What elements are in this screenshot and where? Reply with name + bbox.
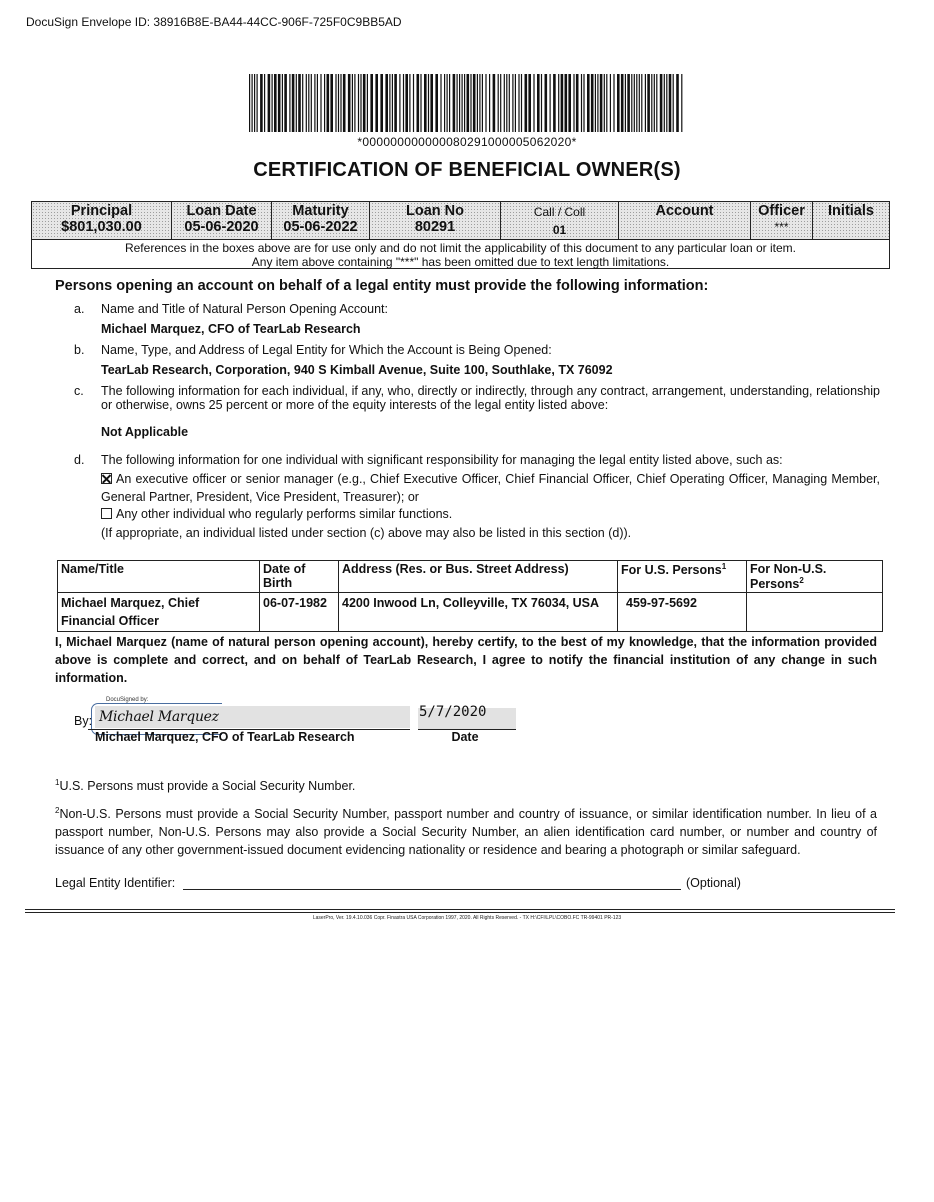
- item-a-letter: a.: [74, 302, 85, 316]
- barcode-bar: [518, 74, 519, 132]
- barcode-bar: [464, 74, 465, 132]
- barcode-bar: [573, 74, 574, 132]
- account-label: Account: [655, 203, 714, 219]
- barcode-bar: [636, 74, 637, 132]
- barcode-bar: [666, 74, 667, 132]
- col-non-us-persons: [747, 561, 883, 593]
- barcode-bar: [541, 74, 542, 132]
- barcode-bar: [274, 74, 277, 132]
- barcode-bar: [363, 74, 366, 132]
- barcode-bar: [504, 74, 505, 132]
- table-row: [58, 593, 883, 632]
- item-d-letter: d.: [74, 453, 85, 467]
- barcode-bar: [354, 74, 355, 132]
- barcode-bar: [498, 74, 499, 132]
- barcode-bar: [449, 74, 450, 132]
- principal-value: $801,030.00: [61, 219, 142, 235]
- owner-non-us-id: [747, 593, 883, 632]
- barcode-bar: [597, 74, 598, 132]
- col-us-persons: [618, 561, 747, 593]
- maturity-value: 05-06-2022: [283, 219, 358, 235]
- loan-no-label: Loan No: [406, 203, 464, 219]
- barcode-bar: [681, 74, 682, 132]
- barcode-bar: [257, 74, 258, 132]
- barcode-bar: [249, 74, 250, 132]
- barcode-bar: [676, 74, 679, 132]
- barcode-bar: [467, 74, 470, 132]
- barcode-bar: [424, 74, 427, 132]
- barcode-bar: [528, 74, 531, 132]
- barcode-bar: [278, 74, 281, 132]
- barcode-bar: [606, 74, 607, 132]
- document-title: CERTIFICATION OF BENEFICIAL OWNER(S): [253, 159, 681, 181]
- barcode-bar: [533, 74, 534, 132]
- footnote-1-text: U.S. Persons must provide a Social Security Number.: [59, 779, 356, 793]
- barcode-bar: [479, 74, 480, 132]
- col-us-persons-label: For U.S. Persons: [621, 563, 722, 577]
- footnote-ref-1: 1: [721, 562, 727, 571]
- footer-rule-bottom: [25, 912, 895, 913]
- footnote-2-text: Non-U.S. Persons must provide a Social Security Number, passport number and country of issuance, or similar identification number. In lieu of a passport number, Non-U.S. Persons may also provide a Social Security Number, an alien identification card number, or number and country of issuance of any other government-issued document evidencing nationality or residence and bearing a photograph or similar safeguard.: [55, 807, 877, 857]
- barcode-bar: [500, 74, 501, 132]
- lei-input-line[interactable]: [183, 889, 681, 890]
- initials-cell: [813, 202, 889, 239]
- barcode-bar: [420, 74, 421, 132]
- barcode-bar: [314, 74, 315, 132]
- barcode-bar: [482, 74, 483, 132]
- barcode-bar: [264, 74, 265, 132]
- barcode-bar: [338, 74, 339, 132]
- call-coll-cell: [501, 202, 619, 239]
- barcode-bar: [521, 74, 522, 132]
- call-coll-label: Call / Coll: [533, 205, 586, 219]
- barcode-bar: [289, 74, 290, 132]
- barcode-bar: [403, 74, 404, 132]
- handwritten-signature[interactable]: Michael Marquez: [99, 709, 219, 725]
- col-address: Address (Res. or Bus. Street Address): [339, 561, 618, 593]
- barcode-bar: [260, 74, 263, 132]
- loan-date-cell: [172, 202, 272, 239]
- header-note: [32, 239, 889, 269]
- barcode-bar: [435, 74, 438, 132]
- certification-statement: I, Michael Marquez (name of natural person opening account), hereby certify, to the best of my knowledge, that the information provided above is complete and correct, and on behalf of TearLab Research, I agree to notify the financial institution of any change in such information.: [55, 635, 877, 685]
- date-label: Date: [451, 730, 479, 744]
- item-d-option1: [101, 470, 880, 506]
- barcode-bar: [669, 74, 672, 132]
- barcode-bar: [399, 74, 400, 132]
- laserpro-footer: LaserPro, Ver. 19.4.10.036 Copr. Finastra USA Corporation 1997, 2020. All Rights Reserved. - TX H:\CFI\LPL\COBO.FC TR-99401 PR-123: [312, 915, 622, 921]
- barcode-bar: [587, 74, 590, 132]
- officer-cell: [751, 202, 813, 239]
- barcode-bar: [370, 74, 373, 132]
- barcode-bar: [647, 74, 650, 132]
- lei-optional-label: (Optional): [686, 876, 741, 890]
- owner-us-ssn: 459-97-5692: [618, 593, 747, 632]
- barcode-bar: [673, 74, 674, 132]
- barcode-text: *000000000000080291000005062020*: [357, 135, 577, 149]
- barcode-bar: [298, 74, 301, 132]
- barcode-bar: [631, 74, 632, 132]
- barcode-bar: [320, 74, 321, 132]
- signer-name-title: Michael Marquez, CFO of TearLab Research: [95, 730, 355, 744]
- envelope-id: DocuSign Envelope ID: 38916B8E-BA44-44CC-906F-725F0C9BB5AD: [26, 15, 402, 29]
- loan-header-box: [31, 201, 890, 269]
- by-label: By:: [74, 714, 93, 728]
- barcode-bar: [515, 74, 516, 132]
- barcode-bar: [428, 74, 429, 132]
- maturity-cell: [272, 202, 370, 239]
- footnote-ref-2: 2: [799, 576, 804, 585]
- executive-officer-checkbox[interactable]: [101, 473, 112, 484]
- barcode-bar: [485, 74, 486, 132]
- barcode-bar: [392, 74, 393, 132]
- barcode-bar: [367, 74, 368, 132]
- barcode-bar: [292, 74, 295, 132]
- barcode-image: [249, 74, 685, 132]
- barcode-bar: [627, 74, 630, 132]
- barcode-bar: [306, 74, 307, 132]
- barcode-bar: [509, 74, 510, 132]
- barcode-bar: [558, 74, 559, 132]
- col-non-us-persons-label: For Non-U.S. Persons: [750, 562, 827, 591]
- col-name-title: Name/Title: [58, 561, 260, 593]
- loan-no-cell: [370, 202, 501, 239]
- account-cell: [619, 202, 751, 239]
- barcode-bar: [380, 74, 383, 132]
- barcode-bar: [583, 74, 584, 132]
- barcode-bar: [389, 74, 390, 132]
- barcode-bar: [385, 74, 388, 132]
- barcode-bar: [324, 74, 325, 132]
- barcode-bar: [645, 74, 646, 132]
- footnote-2-number: 2: [55, 806, 60, 815]
- barcode-bar: [440, 74, 441, 132]
- barcode-bar: [656, 74, 657, 132]
- barcode-bar: [621, 74, 624, 132]
- item-a-text: Name and Title of Natural Person Opening Account:: [101, 302, 388, 316]
- other-individual-checkbox[interactable]: [101, 508, 112, 519]
- footnote-2: [55, 802, 877, 859]
- barcode-bar: [473, 74, 476, 132]
- barcode-bar: [625, 74, 626, 132]
- item-d-text: The following information for one individual with significant responsibility for managing the legal entity listed above, such as:: [101, 453, 783, 467]
- barcode-bar: [470, 74, 471, 132]
- barcode-bar: [651, 74, 652, 132]
- barcode-bar: [604, 74, 605, 132]
- barcode-bar: [595, 74, 596, 132]
- loan-date-label: Loan Date: [186, 203, 257, 219]
- barcode-bar: [296, 74, 297, 132]
- lead-instruction: Persons opening an account on behalf of a legal entity must provide the following information:: [55, 278, 709, 294]
- barcode-bar: [405, 74, 408, 132]
- barcode-bar: [457, 74, 458, 132]
- barcode-bar: [453, 74, 456, 132]
- barcode-bar: [506, 74, 507, 132]
- barcode-bar: [444, 74, 445, 132]
- barcode-bar: [477, 74, 478, 132]
- barcode-bar: [600, 74, 603, 132]
- barcode-bar: [430, 74, 433, 132]
- barcode-bar: [591, 74, 594, 132]
- barcode-bar: [252, 74, 253, 132]
- barcode-bar: [340, 74, 341, 132]
- barcode-bar: [550, 74, 551, 132]
- item-d-note: (If appropriate, an individual listed under section (c) above may also be listed in this section (d)).: [101, 526, 632, 540]
- item-d-option2: [101, 507, 452, 521]
- barcode-bar: [308, 74, 309, 132]
- footnote-1: [55, 774, 877, 795]
- signature-date-value[interactable]: 5/7/2020: [419, 704, 487, 720]
- barcode-bar: [576, 74, 579, 132]
- item-d-option2-text: Any other individual who regularly performs similar functions.: [116, 507, 453, 521]
- header-note-line2: Any item above containing "***" has been omitted due to text length limitations.: [251, 255, 670, 269]
- header-note-line1: References in the boxes above are for use only and do not limit the applicability of this document to any particular loan or item.: [124, 241, 797, 255]
- barcode-bar: [639, 74, 640, 132]
- item-c-text: The following information for each individual, if any, who, directly or indirectly, through any contract, arrangement, understanding, relationship or otherwise, owns 25 percent or more of the equity interests of the legal entity listed above:: [101, 384, 880, 412]
- barcode-bar: [664, 74, 665, 132]
- barcode-bar: [327, 74, 330, 132]
- owners-header-row: [58, 561, 883, 593]
- officer-label: Officer: [758, 203, 805, 219]
- barcode-bar: [565, 74, 568, 132]
- barcode-bar: [335, 74, 336, 132]
- barcode-bar: [302, 74, 303, 132]
- barcode-bar: [413, 74, 414, 132]
- item-b-text: Name, Type, and Address of Legal Entity for Which the Account is Being Opened:: [101, 343, 552, 357]
- maturity-label: Maturity: [292, 203, 349, 219]
- call-coll-value: 01: [552, 223, 567, 237]
- barcode-bar: [489, 74, 490, 132]
- barcode-bar: [561, 74, 564, 132]
- barcode-bar: [447, 74, 448, 132]
- barcode-bar: [360, 74, 361, 132]
- barcode-bar: [394, 74, 397, 132]
- item-b-letter: b.: [74, 343, 85, 357]
- barcode-bar: [358, 74, 359, 132]
- barcode-bar: [348, 74, 351, 132]
- loan-no-value: 80291: [414, 219, 456, 235]
- barcode-bar: [417, 74, 420, 132]
- barcode-bar: [581, 74, 582, 132]
- barcode-bar: [525, 74, 528, 132]
- barcode-bar: [459, 74, 460, 132]
- item-d-option1-text: An executive officer or senior manager (e.g., Chief Executive Officer, Chief Financial Officer, Chief Operating Officer, Managing Member, General Partner, President, Vice President, Treasurer); or: [101, 472, 880, 504]
- owner-date-of-birth: 06-07-1982: [260, 593, 339, 632]
- barcode-bar: [537, 74, 540, 132]
- barcode-bar: [272, 74, 273, 132]
- barcode-bar: [254, 74, 255, 132]
- owner-name-title: Michael Marquez, Chief Financial Officer: [58, 593, 260, 632]
- barcode-bar: [343, 74, 346, 132]
- loan-date-value: 05-06-2020: [184, 219, 259, 235]
- item-c-value: Not Applicable: [101, 425, 189, 439]
- principal-cell: [32, 202, 172, 239]
- col-date-of-birth: Date of Birth: [260, 561, 339, 593]
- barcode-bar: [613, 74, 614, 132]
- barcode-bar: [409, 74, 410, 132]
- item-b-value: TearLab Research, Corporation, 940 S Kimball Avenue, Suite 100, Southlake, TX 76092: [101, 363, 613, 377]
- barcode-bar: [317, 74, 318, 132]
- lei-label: Legal Entity Identifier:: [55, 876, 176, 890]
- barcode-bar: [282, 74, 283, 132]
- initials-label: Initials: [828, 203, 874, 219]
- barcode-bar: [545, 74, 548, 132]
- officer-value: ***: [774, 220, 789, 234]
- barcode-bar: [330, 74, 333, 132]
- footer-rule-top: [25, 909, 895, 910]
- barcode-bar: [268, 74, 271, 132]
- barcode-bar: [610, 74, 611, 132]
- beneficial-owner-table: [57, 560, 883, 632]
- barcode-bar: [284, 74, 287, 132]
- principal-label: Principal: [70, 203, 133, 219]
- footnote-1-number: 1: [55, 778, 60, 787]
- item-c-letter: c.: [74, 384, 84, 398]
- barcode-bar: [634, 74, 635, 132]
- docusigned-by-tag: DocuSigned by:: [106, 697, 149, 703]
- barcode-bar: [375, 74, 378, 132]
- barcode-bar: [568, 74, 571, 132]
- barcode-bar: [512, 74, 513, 132]
- barcode-bar: [553, 74, 556, 132]
- barcode-bar: [654, 74, 655, 132]
- barcode-bar: [493, 74, 496, 132]
- barcode-bar: [311, 74, 312, 132]
- owner-address: 4200 Inwood Ln, Colleyville, TX 76034, USA: [339, 593, 618, 632]
- barcode-bar: [617, 74, 620, 132]
- barcode-bar: [462, 74, 463, 132]
- item-a-value: Michael Marquez, CFO of TearLab Research: [101, 322, 361, 336]
- barcode-bar: [641, 74, 642, 132]
- barcode-bar: [660, 74, 663, 132]
- barcode-bar: [352, 74, 353, 132]
